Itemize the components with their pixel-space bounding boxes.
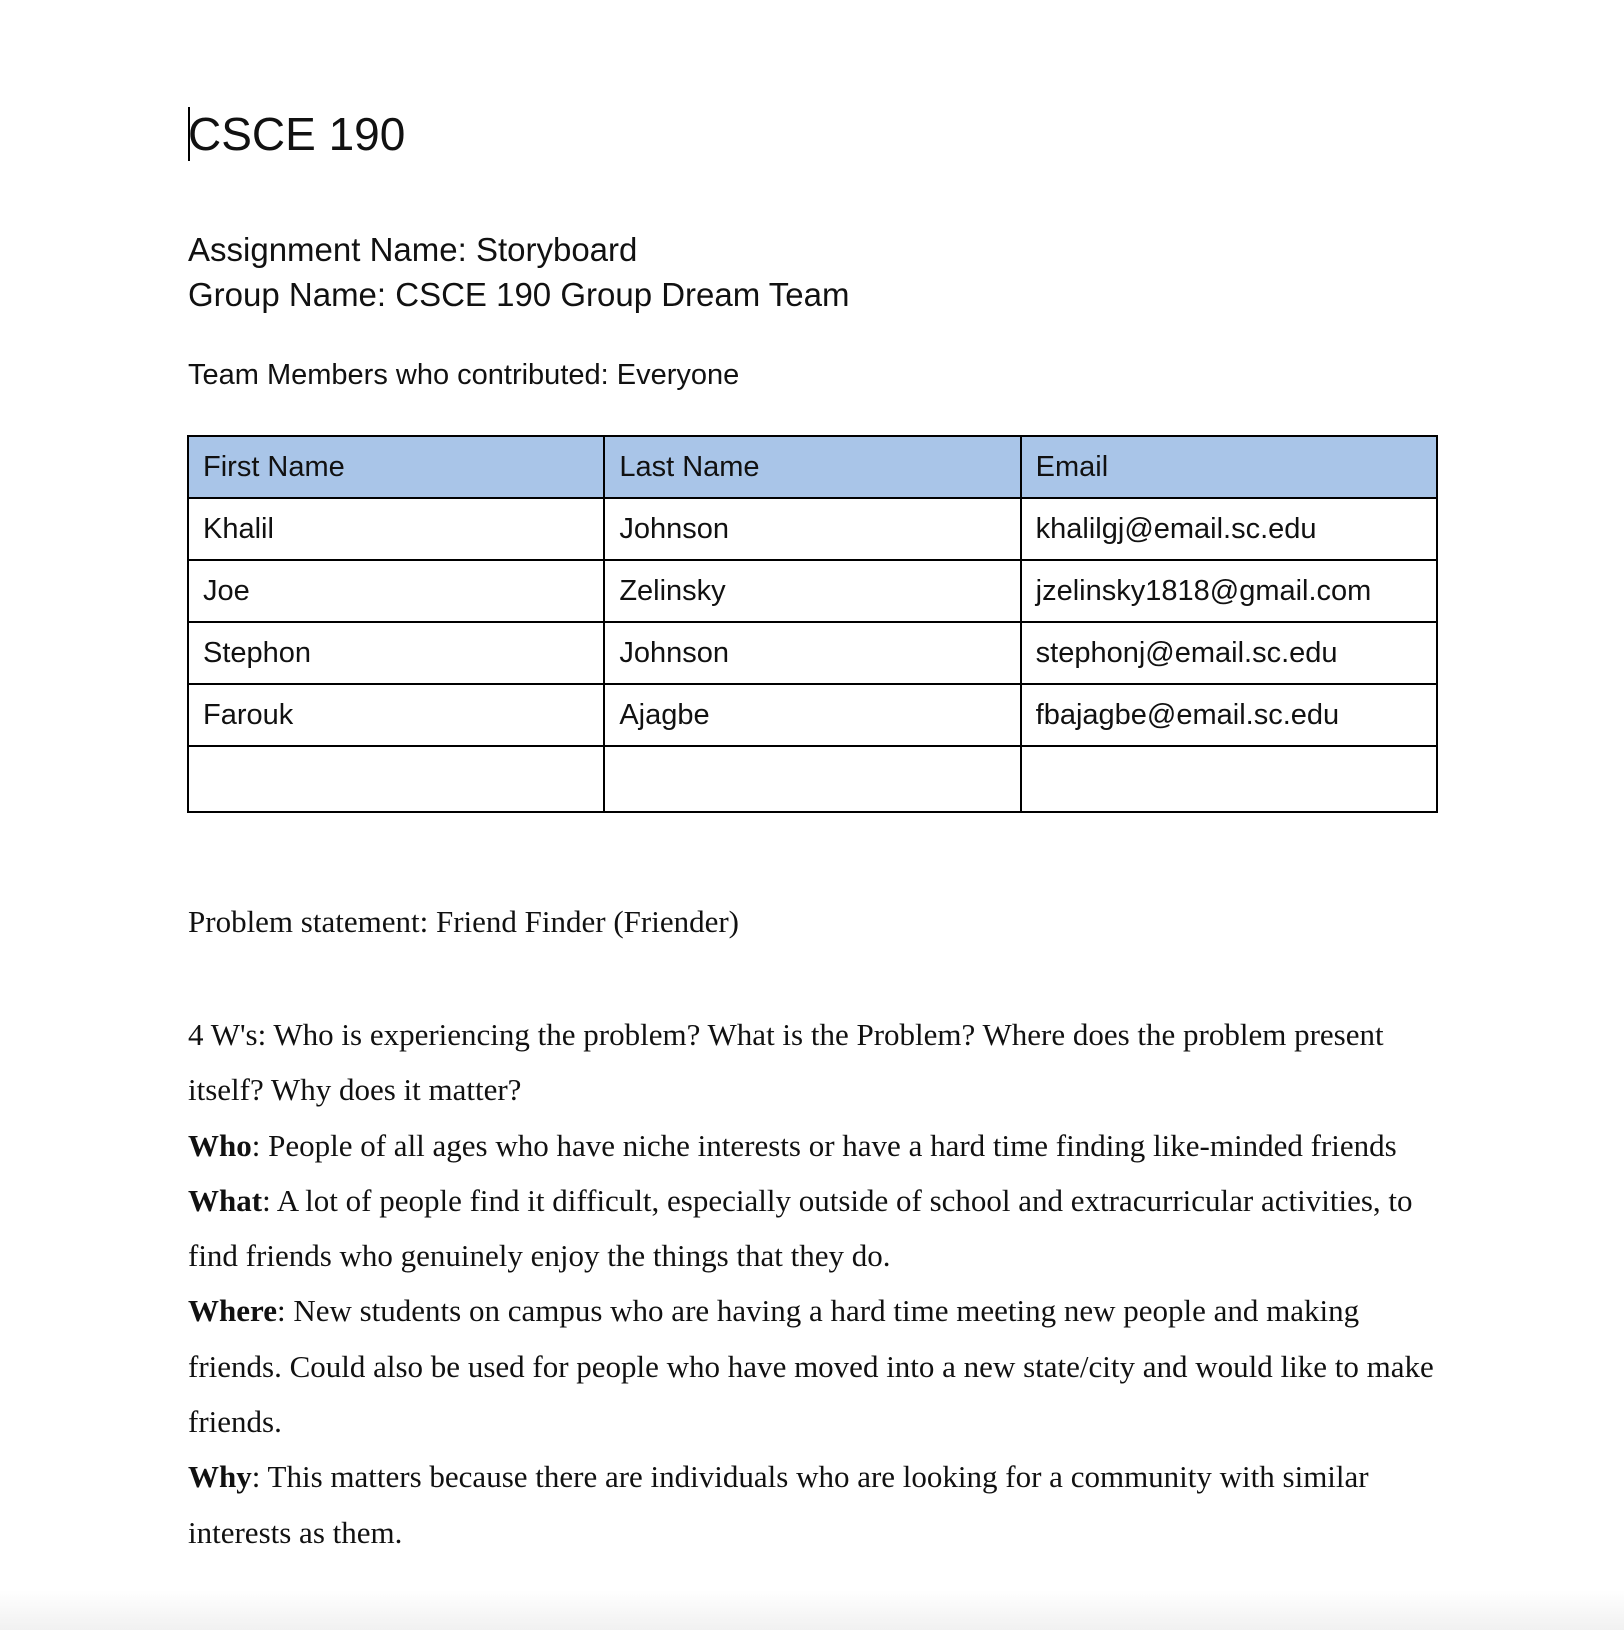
- where-paragraph[interactable]: [188, 1283, 1443, 1449]
- page-bottom-shadow: [0, 1590, 1624, 1630]
- table-row: [188, 622, 1437, 684]
- why-paragraph[interactable]: [188, 1449, 1443, 1560]
- what-text: : A lot of people find it difficult, especially outside of school and extracurricular activities, to find friends who genuinely enjoy the things that they do.: [188, 1182, 1413, 1274]
- table-row: [188, 498, 1437, 560]
- table-header-row: [188, 436, 1437, 498]
- what-label: What: [188, 1182, 263, 1218]
- table-row: [188, 684, 1437, 746]
- assignment-name[interactable]: Assignment Name: Storyboard: [188, 231, 638, 268]
- who-label: Who: [188, 1127, 252, 1163]
- who-text: : People of all ages who have niche interests or have a hard time finding like-minded friends: [251, 1127, 1397, 1163]
- last-name-cell[interactable]: [604, 746, 1020, 812]
- group-name[interactable]: Group Name: CSCE 190 Group Dream Team: [188, 276, 850, 313]
- first-name-cell[interactable]: Joe: [188, 560, 604, 622]
- header-first-name[interactable]: First Name: [188, 436, 604, 498]
- first-name-cell[interactable]: [188, 746, 604, 812]
- why-label: Why: [188, 1459, 252, 1495]
- where-text: : New students on campus who are having a hard time meeting new people and making friends. Could also be used for people who have moved into a new state/city and would like to make friends.: [188, 1293, 1434, 1440]
- contributors-line[interactable]: Team Members who contributed: Everyone: [188, 359, 740, 391]
- email-cell[interactable]: stephonj@email.sc.edu: [1021, 622, 1437, 684]
- email-cell[interactable]: khalilgj@email.sc.edu: [1021, 498, 1437, 560]
- table-row-empty: [188, 746, 1437, 812]
- last-name-cell[interactable]: Zelinsky: [604, 560, 1020, 622]
- why-text: : This matters because there are individuals who are looking for a community with similar interests as them.: [188, 1459, 1369, 1550]
- header-email[interactable]: Email: [1021, 436, 1437, 498]
- email-cell[interactable]: fbajagbe@email.sc.edu: [1021, 684, 1437, 746]
- first-name-cell[interactable]: Stephon: [188, 622, 604, 684]
- header-last-name[interactable]: Last Name: [604, 436, 1020, 498]
- what-paragraph[interactable]: [188, 1173, 1443, 1284]
- last-name-cell[interactable]: Ajagbe: [604, 684, 1020, 746]
- first-name-cell[interactable]: Farouk: [188, 684, 604, 746]
- problem-statement[interactable]: Problem statement: Friend Finder (Friender): [188, 904, 739, 939]
- document-title[interactable]: CSCE 190: [188, 108, 406, 160]
- email-cell[interactable]: [1021, 746, 1437, 812]
- last-name-cell[interactable]: Johnson: [604, 622, 1020, 684]
- table-row: [188, 560, 1437, 622]
- first-name-cell[interactable]: Khalil: [188, 498, 604, 560]
- four-ws-section: [188, 1007, 1443, 1560]
- where-label: Where: [188, 1293, 277, 1329]
- four-ws-intro[interactable]: 4 W's: Who is experiencing the problem? What is the Problem? Where does the problem present itself? Why does it matter?: [188, 1017, 1384, 1108]
- who-paragraph[interactable]: [188, 1118, 1443, 1173]
- email-cell[interactable]: jzelinsky1818@gmail.com: [1021, 560, 1437, 622]
- team-members-table: [187, 435, 1438, 813]
- last-name-cell[interactable]: Johnson: [604, 498, 1020, 560]
